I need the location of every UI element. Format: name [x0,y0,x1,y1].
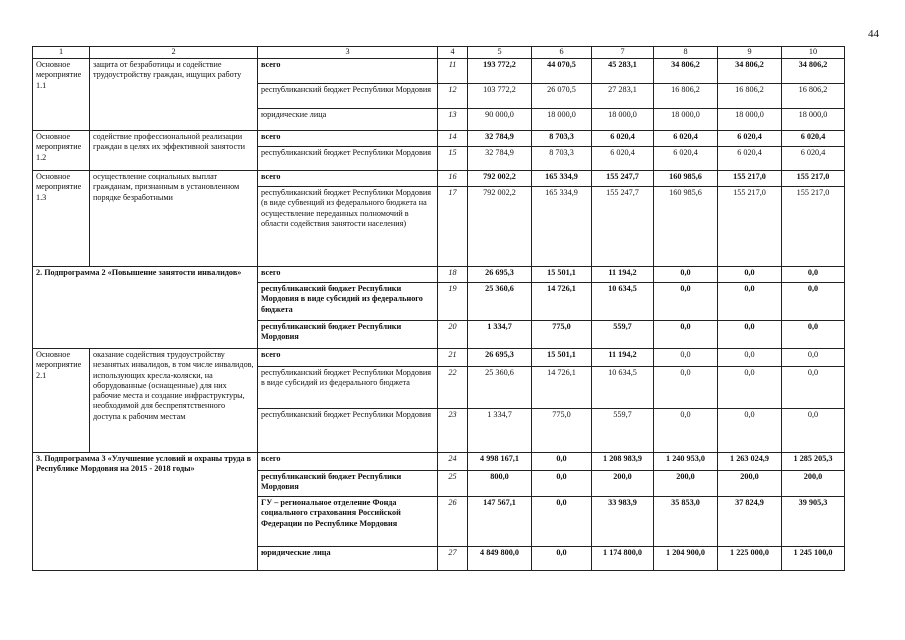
row-number: 26 [438,497,468,547]
value-cell: 200,0 [718,471,782,497]
value-cell: 0,0 [654,321,718,349]
value-cell: 34 806,2 [718,59,782,84]
value-cell: 0,0 [654,349,718,367]
value-cell: 0,0 [532,497,592,547]
value-cell: 193 772,2 [468,59,532,84]
table-row [33,131,845,147]
value-cell: 160 985,6 [654,187,718,267]
value-cell: 25 360,6 [468,367,532,409]
value-cell: 0,0 [718,283,782,321]
value-cell: 4 849 800,0 [468,547,532,571]
row-number: 17 [438,187,468,267]
value-cell: 1 208 983,9 [592,453,654,471]
value-cell: 27 283,1 [592,84,654,109]
measure-description: оказание содействия трудоустройству незанятых инвалидов, в том числе инвалидов, использующих кресла-коляски, на оборудованные (оснащенные) для них рабочие места и создание инфраструктуры, необходимой для беспрепятственного доступа к рабочим местам [90,349,258,453]
table-row [33,453,845,471]
value-cell: 6 020,4 [654,131,718,147]
row-number: 20 [438,321,468,349]
value-cell: 10 634,5 [592,283,654,321]
value-cell: 155 217,0 [718,187,782,267]
value-cell: 1 263 024,9 [718,453,782,471]
measure-description: защита от безработицы и содействие трудоустройству граждан, ищущих работу [90,59,258,131]
funding-source: всего [258,131,438,147]
funding-source: всего [258,59,438,84]
value-cell: 160 985,6 [654,171,718,187]
value-cell: 34 806,2 [654,59,718,84]
value-cell: 1 334,7 [468,409,532,453]
value-cell: 155 217,0 [718,171,782,187]
value-cell: 18 000,0 [532,109,592,131]
row-number: 12 [438,84,468,109]
funding-source: республиканский бюджет Республики Мордовия [258,147,438,171]
subprogram-label: 2. Подпрограмма 2 «Повышение занятости инвалидов» [33,267,258,349]
value-cell: 0,0 [532,453,592,471]
value-cell: 6 020,4 [654,147,718,171]
value-cell: 37 824,9 [718,497,782,547]
value-cell: 165 334,9 [532,171,592,187]
value-cell: 18 000,0 [718,109,782,131]
row-number: 24 [438,453,468,471]
column-header: 8 [654,47,718,59]
value-cell: 1 225 000,0 [718,547,782,571]
value-cell: 147 567,1 [468,497,532,547]
value-cell: 33 983,9 [592,497,654,547]
value-cell: 1 245 100,0 [782,547,845,571]
value-cell: 6 020,4 [782,131,845,147]
value-cell: 165 334,9 [532,187,592,267]
value-cell: 14 726,1 [532,367,592,409]
funding-source: всего [258,453,438,471]
funding-source: республиканский бюджет Республики Мордовия [258,321,438,349]
value-cell: 18 000,0 [654,109,718,131]
funding-source: ГУ – региональное отделение Фонда социального страхования Российской Федерации по Республике Мордовия [258,497,438,547]
value-cell: 4 998 167,1 [468,453,532,471]
value-cell: 1 240 953,0 [654,453,718,471]
value-cell: 26 695,3 [468,349,532,367]
value-cell: 155 217,0 [782,171,845,187]
value-cell: 0,0 [782,349,845,367]
value-cell: 6 020,4 [718,131,782,147]
value-cell: 559,7 [592,321,654,349]
funding-source: республиканский бюджет Республики Мордовия в виде субсидий из федерального бюджета [258,367,438,409]
table-row [33,267,845,283]
column-header: 9 [718,47,782,59]
value-cell: 32 784,9 [468,131,532,147]
value-cell: 800,0 [468,471,532,497]
value-cell: 44 070,5 [532,59,592,84]
value-cell: 0,0 [718,267,782,283]
value-cell: 26 695,3 [468,267,532,283]
row-number: 14 [438,131,468,147]
column-header: 1 [33,47,90,59]
value-cell: 0,0 [654,283,718,321]
value-cell: 155 217,0 [782,187,845,267]
row-number: 18 [438,267,468,283]
value-cell: 18 000,0 [782,109,845,131]
value-cell: 34 806,2 [782,59,845,84]
subprogram-label: 3. Подпрограмма 3 «Улучшение условий и охраны труда в Республике Мордовия на 2015 - 2018 годы» [33,453,258,571]
value-cell: 6 020,4 [592,131,654,147]
table-row [33,171,845,187]
measure-description: осуществление социальных выплат гражданам, признанным в установленном порядке безработными [90,171,258,267]
value-cell: 0,0 [718,321,782,349]
value-cell: 559,7 [592,409,654,453]
column-header: 4 [438,47,468,59]
row-number: 11 [438,59,468,84]
funding-source: всего [258,349,438,367]
value-cell: 0,0 [782,367,845,409]
value-cell: 775,0 [532,321,592,349]
funding-source: республиканский бюджет Республики Мордовия (в виде субвенций из федерального бюджета на осуществление переданных полномочий в области содействия занятости населения) [258,187,438,267]
value-cell: 200,0 [782,471,845,497]
value-cell: 0,0 [654,267,718,283]
value-cell: 16 806,2 [782,84,845,109]
value-cell: 6 020,4 [718,147,782,171]
row-number: 16 [438,171,468,187]
page-number: 44 [868,28,879,40]
column-header: 6 [532,47,592,59]
value-cell: 6 020,4 [592,147,654,171]
value-cell: 10 634,5 [592,367,654,409]
row-number: 23 [438,409,468,453]
budget-table [32,46,845,571]
value-cell: 1 285 205,3 [782,453,845,471]
value-cell: 0,0 [718,349,782,367]
value-cell: 39 905,3 [782,497,845,547]
value-cell: 18 000,0 [592,109,654,131]
funding-source: республиканский бюджет Республики Мордовия [258,409,438,453]
funding-source: республиканский бюджет Республики Мордовия [258,471,438,497]
value-cell: 16 806,2 [718,84,782,109]
value-cell: 0,0 [654,367,718,409]
funding-source: республиканский бюджет Республики Мордовия [258,84,438,109]
value-cell: 11 194,2 [592,267,654,283]
measure-label: Основное мероприятие 1.3 [33,171,90,267]
value-cell: 103 772,2 [468,84,532,109]
measure-label: Основное мероприятие 2.1 [33,349,90,453]
value-cell: 15 501,1 [532,267,592,283]
row-number: 21 [438,349,468,367]
value-cell: 0,0 [782,409,845,453]
row-number: 15 [438,147,468,171]
value-cell: 45 283,1 [592,59,654,84]
column-header: 2 [90,47,258,59]
column-header: 3 [258,47,438,59]
value-cell: 792 002,2 [468,171,532,187]
value-cell: 90 000,0 [468,109,532,131]
value-cell: 26 070,5 [532,84,592,109]
value-cell: 15 501,1 [532,349,592,367]
value-cell: 11 194,2 [592,349,654,367]
column-number-row [33,47,845,59]
value-cell: 200,0 [654,471,718,497]
column-header: 7 [592,47,654,59]
measure-description: содействие профессиональной реализации граждан в целях их эффективной занятости [90,131,258,171]
value-cell: 1 334,7 [468,321,532,349]
value-cell: 0,0 [654,409,718,453]
table-row [33,59,845,84]
table-row [33,349,845,367]
value-cell: 200,0 [592,471,654,497]
funding-source: всего [258,267,438,283]
value-cell: 0,0 [718,367,782,409]
value-cell: 8 703,3 [532,131,592,147]
value-cell: 14 726,1 [532,283,592,321]
value-cell: 16 806,2 [654,84,718,109]
value-cell: 0,0 [782,283,845,321]
measure-label: Основное мероприятие 1.2 [33,131,90,171]
row-number: 22 [438,367,468,409]
value-cell: 0,0 [532,547,592,571]
value-cell: 25 360,6 [468,283,532,321]
row-number: 25 [438,471,468,497]
value-cell: 0,0 [718,409,782,453]
value-cell: 0,0 [782,321,845,349]
value-cell: 155 247,7 [592,187,654,267]
value-cell: 1 174 800,0 [592,547,654,571]
value-cell: 8 703,3 [532,147,592,171]
measure-label: Основное мероприятие 1.1 [33,59,90,131]
value-cell: 1 204 900,0 [654,547,718,571]
value-cell: 6 020,4 [782,147,845,171]
value-cell: 775,0 [532,409,592,453]
value-cell: 155 247,7 [592,171,654,187]
column-header: 5 [468,47,532,59]
value-cell: 0,0 [532,471,592,497]
funding-source: юридические лица [258,109,438,131]
funding-source: республиканский бюджет Республики Мордовия в виде субсидий из федерального бюджета [258,283,438,321]
funding-source: всего [258,171,438,187]
row-number: 19 [438,283,468,321]
value-cell: 35 853,0 [654,497,718,547]
value-cell: 0,0 [782,267,845,283]
value-cell: 32 784,9 [468,147,532,171]
row-number: 13 [438,109,468,131]
column-header: 10 [782,47,845,59]
row-number: 27 [438,547,468,571]
value-cell: 792 002,2 [468,187,532,267]
funding-source: юридические лица [258,547,438,571]
